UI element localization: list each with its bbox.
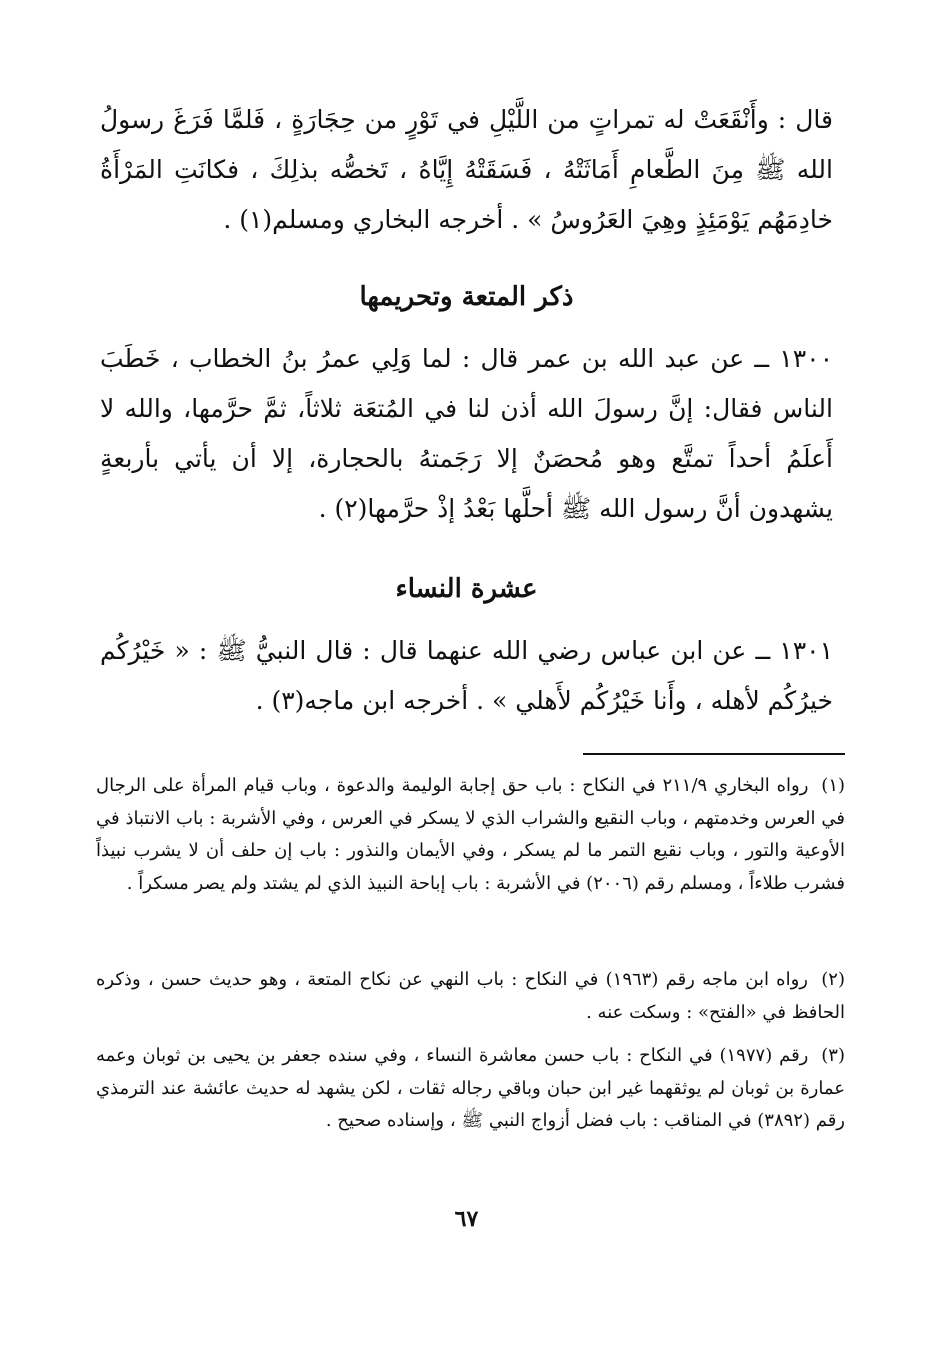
section-heading-mutah: ذكر المتعة وتحريمها xyxy=(359,282,574,312)
footnote-2 xyxy=(96,964,845,1029)
footnote-text: رواه البخاري ٢١١/٩ في النكاح : باب حق إجابة الوليمة والدعوة ، وباب قيام المرأة على الرجال في العرس وخدمتهم ، وباب النقيع والشراب الذي لا يسكر في العرس ، وفي الأشربة : باب الانتباذ في الأوعية والتور ، وباب نقيع التمر ما لم يسكر ، وفي الأيمان والنذور : باب إن حلف أن لا يشرب نبيذاً فشرب طلاءاً ، ومسلم رقم (٢٠٠٦) في الأشربة : باب إباحة النبيذ الذي لم يشتد ولم يصر مسكراً . xyxy=(96,775,845,894)
paragraph-text: ١٣٠١ ــ عن ابن عباس رضي الله عنهما قال : قال النبيُّ ﷺ : « خَيْرُكُم خيرُكُم لأهله ، وأَنا خَيْرُكُم لأَهلي » . أخرجه ابن ماجه(٣) . xyxy=(100,636,833,715)
paragraph-text: قال : وأَنْقَعَتْ له تمراتٍ من اللَّيْلِ في تَوْرٍ من حِجَارَةٍ ، فَلمَّا فَرَغَ رسولُ الله ﷺ مِنَ الطَّعامِ أَمَاثَتْهُ ، فَسَقَتْهُ إِيَّاهُ ، تَخصُّه بذلِكَ ، فكانَتِ المَرْأَةُ خادِمَهُم يَوْمَئِذٍ وهِيَ العَرُوسُ » . أخرجه البخاري ومسلم(١) . xyxy=(100,105,833,234)
paragraph-hadith-1300 xyxy=(100,334,833,534)
footnote-number: (٢) xyxy=(821,969,845,990)
footnote-number: (١) xyxy=(821,775,846,796)
section-heading-women: عشرة النساء xyxy=(395,574,538,604)
footnote-1 xyxy=(96,770,845,900)
footnote-3 xyxy=(96,1040,845,1138)
footnote-number: (٣) xyxy=(821,1045,845,1066)
page-number: ٦٧ xyxy=(454,1206,479,1232)
paragraph-hadith-1301 xyxy=(100,626,833,726)
footnote-divider xyxy=(583,753,845,755)
footnote-text: رقم (١٩٧٧) في النكاح : باب حسن معاشرة النساء ، وفي سنده جعفر بن يحيى بن ثوبان وعمه عمارة بن ثوبان لم يوثقهما غير ابن حبان وباقي رجاله ثقات ، لكن يشهد له حديث عائشة عند الترمذي رقم (٣٨٩٢) في المناقب : باب فضل أزواج النبي ﷺ ، وإسناده صحيح . xyxy=(96,1045,845,1131)
footnote-text: رواه ابن ماجه رقم (١٩٦٣) في النكاح : باب النهي عن نكاح المتعة ، وهو حديث حسن ، وذكره الحافظ في «الفتح» : وسكت عنه . xyxy=(96,969,845,1023)
paragraph-text: ١٣٠٠ ــ عن عبد الله بن عمر قال : لما وَلِي عمرُ بنُ الخطاب ، خَطَبَ الناس فقال: إنَّ رسولَ الله أذن لنا في المُتعَة ثلاثاً، ثمَّ حرَّمها، والله لا أَعلَمُ أحداً تمتَّع وهو مُحصَنٌ إلا رَجَمتهُ بالحجارة، إلا أن يأتي بأربعةٍ يشهدون أنَّ رسول الله ﷺ أحلَّها بَعْدُ إذْ حرَّمها(٢) . xyxy=(100,344,833,523)
paragraph-hadith-continuation xyxy=(100,95,833,245)
